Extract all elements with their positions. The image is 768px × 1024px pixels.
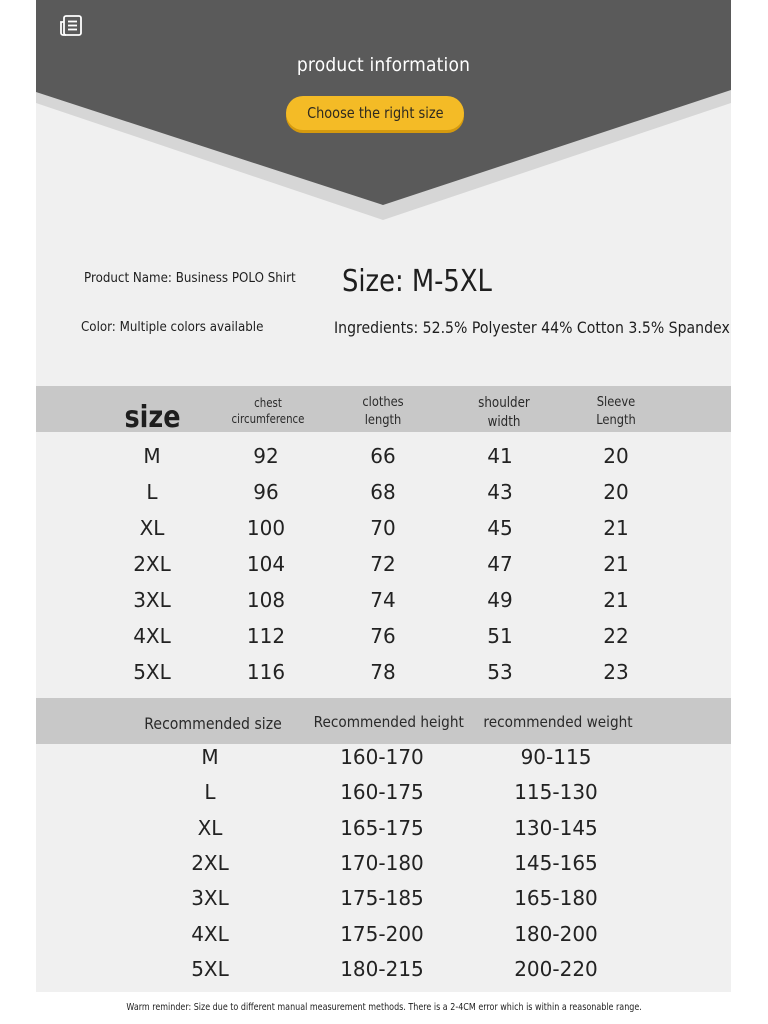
banner-title: product information	[296, 54, 471, 76]
size-cell-shoulder: 53	[487, 660, 513, 684]
size-cell-size: 2XL	[133, 552, 171, 576]
size-cell-shoulder: 47	[487, 552, 513, 576]
size-cell-shoulder: 43	[487, 480, 513, 504]
warm-reminder	[0, 1002, 768, 1013]
recommend-table-header	[36, 698, 731, 744]
size-cell-sleeve: 20	[603, 444, 629, 468]
size-cell-length: 72	[370, 552, 396, 576]
document-list-icon[interactable]	[58, 14, 84, 38]
header-shoulder	[470, 394, 538, 432]
recommend-cell-weight: 165-180	[514, 886, 598, 911]
recommend-cell-height: 180-215	[340, 956, 424, 981]
warm-reminder-text: Warm reminder: Size due to different manual measurement methods. There is a 2-4CM error which is within a reasonable range.	[126, 1002, 642, 1013]
size-cell-chest: 92	[253, 444, 279, 468]
product-name: Product Name: Business POLO Shirt	[84, 270, 296, 286]
recommend-cell-size: 4XL	[191, 921, 229, 946]
header-length-line2: length	[364, 412, 402, 429]
size-cell-size: 5XL	[133, 660, 171, 684]
header-sleeve	[582, 393, 650, 429]
recommend-cell-weight: 115-130	[514, 780, 598, 805]
size-cell-length: 68	[370, 480, 396, 504]
size-cell-chest: 116	[246, 660, 286, 684]
size-cell-chest: 96	[253, 480, 279, 504]
size-cell-shoulder: 41	[487, 444, 513, 468]
recommend-cell-size: XL	[197, 815, 223, 840]
recommend-cell-weight: 145-165	[514, 850, 598, 875]
size-cell-length: 70	[370, 516, 396, 540]
size-cell-length: 66	[370, 444, 396, 468]
size-table-header	[36, 386, 731, 435]
recommend-cell-height: 170-180	[340, 850, 424, 875]
size-cell-length: 74	[370, 588, 396, 612]
size-cell-size: 4XL	[133, 624, 171, 648]
header-recommended-size: Recommended size	[144, 714, 282, 733]
size-cell-size: L	[146, 480, 158, 504]
recommend-cell-height: 160-170	[340, 745, 424, 769]
size-cell-sleeve: 22	[603, 624, 629, 648]
size-cell-sleeve: 21	[603, 516, 629, 540]
size-cell-sleeve: 23	[603, 660, 629, 684]
size-cell-length: 78	[370, 660, 396, 684]
choose-size-label: Choose the right size	[306, 104, 444, 122]
size-cell-sleeve: 21	[603, 588, 629, 612]
header-chest-line2: circumference	[231, 412, 305, 427]
recommend-cell-height: 175-185	[340, 886, 424, 911]
header-recommended-height: Recommended height	[313, 713, 464, 731]
recommend-cell-size: L	[204, 780, 216, 805]
header-size: size	[124, 400, 181, 435]
header-sleeve-line2: Length	[596, 412, 636, 429]
recommend-cell-size: 2XL	[191, 850, 229, 875]
size-cell-chest: 108	[246, 588, 286, 612]
size-cell-size: XL	[139, 516, 165, 540]
size-cell-shoulder: 51	[487, 624, 513, 648]
size-cell-size: M	[143, 444, 161, 468]
size-chart-panel	[36, 0, 731, 992]
recommend-cell-size: 3XL	[191, 886, 229, 911]
header-shoulder-line2: width	[487, 413, 521, 430]
recommend-cell-weight: 180-200	[514, 921, 598, 946]
product-size-range: Size: M-5XL	[342, 264, 492, 299]
size-cell-chest: 100	[246, 516, 286, 540]
header-length	[349, 393, 417, 429]
recommend-cell-height: 160-175	[340, 780, 424, 805]
size-cell-length: 76	[370, 624, 396, 648]
recommend-cell-height: 175-200	[340, 921, 424, 946]
recommend-cell-height: 165-175	[340, 815, 424, 840]
recommend-cell-weight: 130-145	[514, 815, 598, 840]
header-chest	[226, 395, 311, 427]
header-chest-line1: chest	[254, 396, 282, 410]
choose-size-button[interactable]	[286, 96, 464, 130]
recommend-cell-size: M	[201, 745, 219, 769]
product-color: Color: Multiple colors available	[81, 319, 264, 335]
size-cell-chest: 104	[246, 552, 286, 576]
recommend-cell-weight: 200-220	[514, 956, 598, 981]
header-recommended-weight: recommended weight	[483, 713, 633, 731]
recommend-cell-size: 5XL	[191, 956, 229, 981]
header-length-line1: clothes	[362, 394, 404, 410]
size-cell-shoulder: 45	[487, 516, 513, 540]
product-ingredients: Ingredients: 52.5% Polyester 44% Cotton 3.5% Spandex	[334, 318, 730, 337]
size-cell-shoulder: 49	[487, 588, 513, 612]
recommend-cell-weight: 90-115	[520, 745, 592, 769]
size-cell-size: 3XL	[133, 588, 171, 612]
header-shoulder-line1: shoulder	[478, 395, 530, 411]
size-cell-sleeve: 21	[603, 552, 629, 576]
header-sleeve-line1: Sleeve	[596, 394, 636, 410]
size-cell-sleeve: 20	[603, 480, 629, 504]
size-cell-chest: 112	[246, 624, 286, 648]
